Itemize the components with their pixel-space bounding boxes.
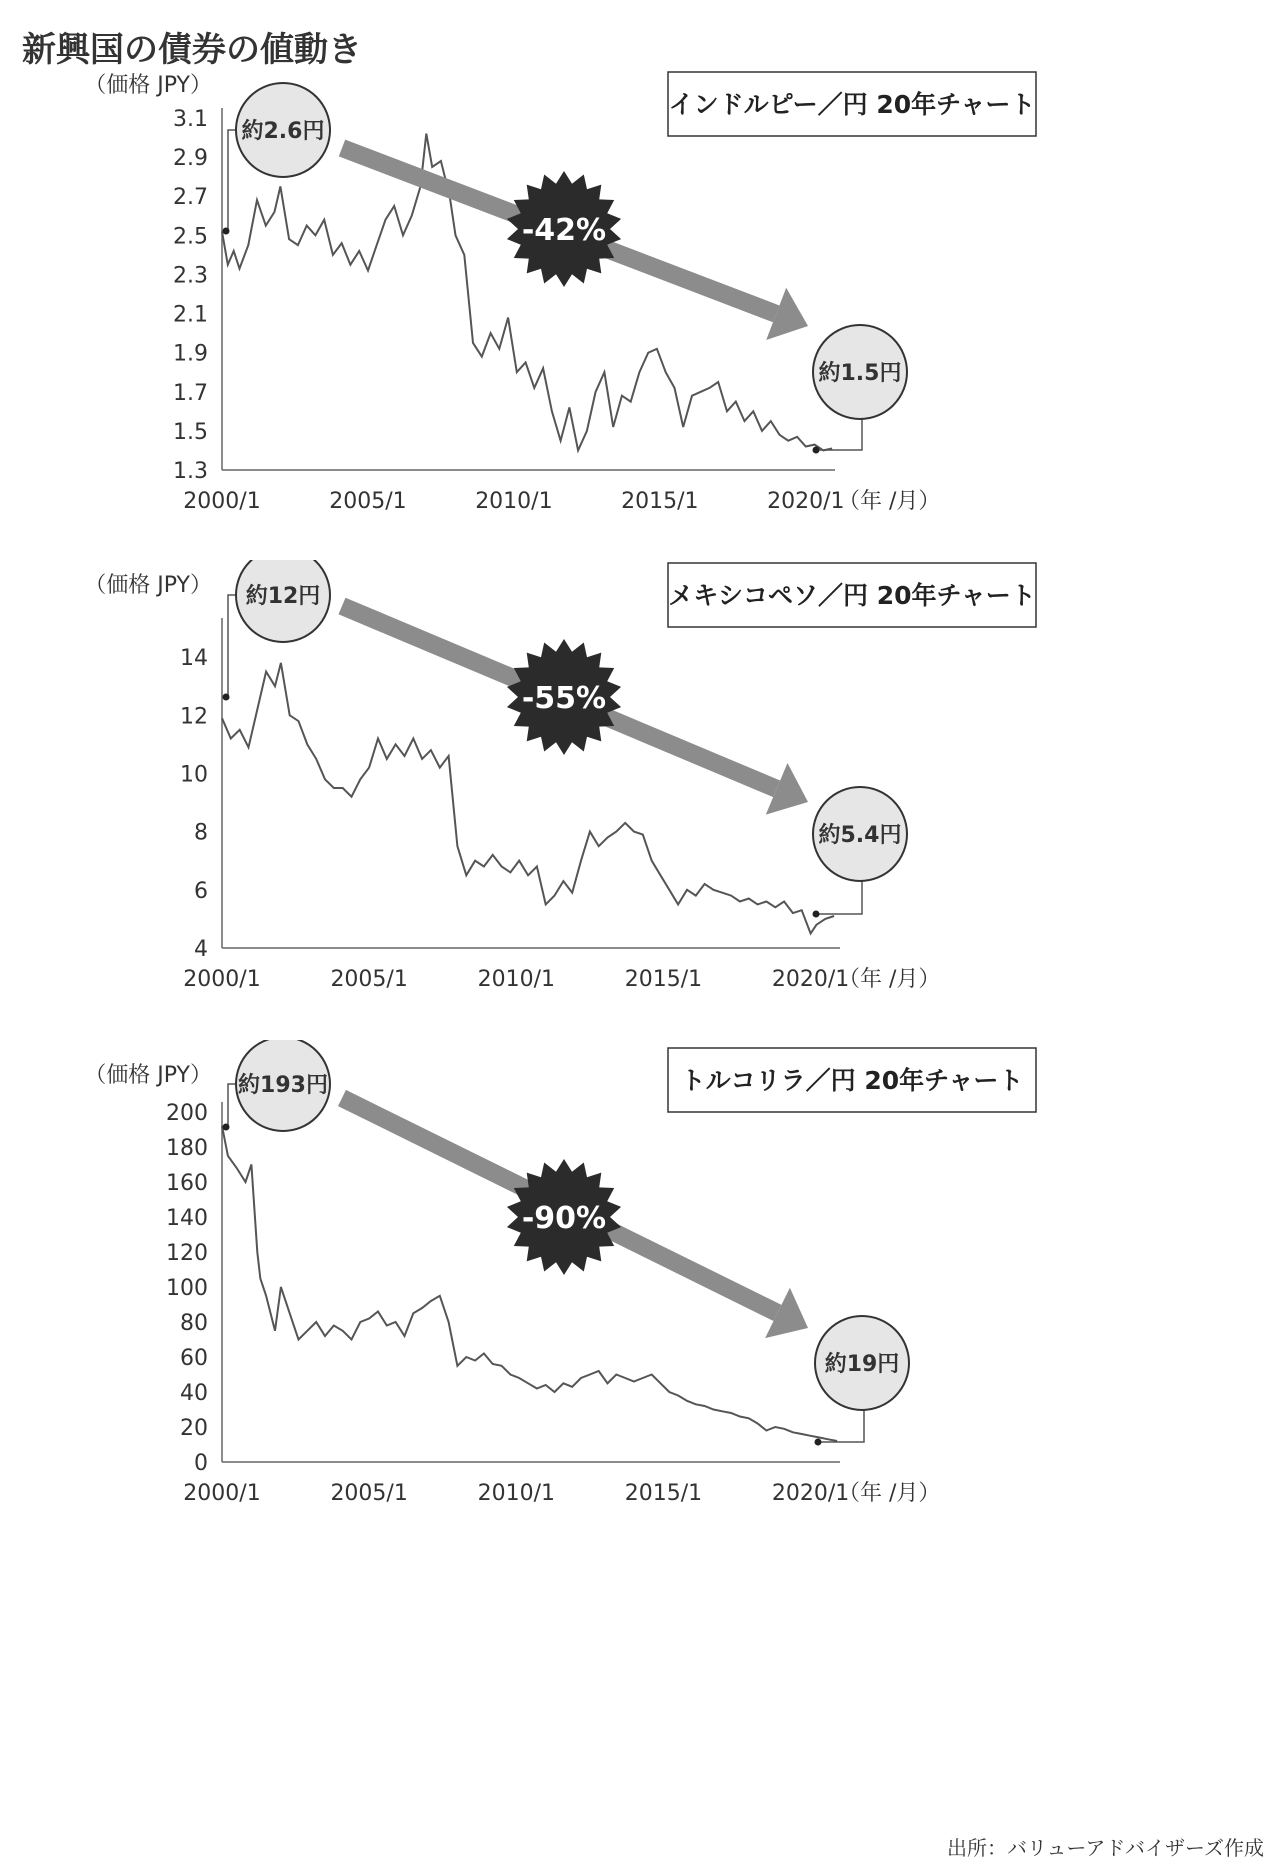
start-leader-line xyxy=(228,595,235,697)
end-point-dot xyxy=(815,1439,822,1446)
chart-mxn xyxy=(0,560,1280,1080)
y-tick-label: 0 xyxy=(194,1451,208,1476)
start-label: 約12円 xyxy=(245,584,321,609)
end-label: 約19円 xyxy=(824,1352,900,1377)
change-label: -55% xyxy=(521,681,607,716)
chart-inr xyxy=(0,60,1280,580)
start-label: 約2.6円 xyxy=(241,119,325,144)
start-leader-line xyxy=(228,130,235,231)
start-leader-line xyxy=(228,1084,235,1127)
y-tick-label: 2.7 xyxy=(173,185,208,211)
y-tick-label: 1.3 xyxy=(173,459,208,484)
x-tick-label: 2000/1 xyxy=(183,967,261,992)
end-label: 約5.4円 xyxy=(818,823,902,848)
y-tick-label: 8 xyxy=(194,820,208,846)
y-tick-label: 20 xyxy=(180,1416,208,1441)
x-tick-label: 2020/1 xyxy=(771,967,850,992)
start-point-dot xyxy=(223,694,230,701)
x-tick-label: 2010/1 xyxy=(477,967,555,992)
series-line xyxy=(222,1126,837,1441)
x-tick-label: 2005/1 xyxy=(329,489,407,514)
x-tick-label: 2015/1 xyxy=(624,1481,703,1506)
y-tick-label: 2.9 xyxy=(173,146,208,172)
chart-try xyxy=(0,1040,1280,1600)
end-leader-line xyxy=(816,419,862,450)
x-axis-label: （年 /月） xyxy=(838,1481,941,1506)
y-tick-label: 140 xyxy=(166,1206,208,1231)
y-tick-label: 160 xyxy=(166,1171,208,1196)
chart-title: インドルピー／円 20年チャート xyxy=(668,90,1036,119)
y-tick-label: 1.5 xyxy=(173,419,208,445)
y-tick-label: 120 xyxy=(166,1241,208,1266)
x-tick-label: 2020/1 xyxy=(767,489,845,514)
y-tick-label: 1.7 xyxy=(173,380,208,406)
x-tick-label: 2005/1 xyxy=(330,967,408,992)
x-axis-label: （年 /月） xyxy=(838,967,941,992)
y-tick-label: 12 xyxy=(180,704,208,730)
y-tick-label: 180 xyxy=(166,1136,208,1161)
y-tick-label: 40 xyxy=(180,1381,208,1406)
x-tick-label: 2010/1 xyxy=(477,1481,555,1506)
end-point-dot xyxy=(813,447,820,454)
y-tick-label: 4 xyxy=(194,937,208,962)
end-leader-line xyxy=(818,1410,864,1442)
y-tick-label: 1.9 xyxy=(173,341,208,367)
y-tick-label: 2.3 xyxy=(173,263,208,289)
x-tick-label: 2015/1 xyxy=(621,489,699,514)
y-tick-label: 2.5 xyxy=(173,224,208,250)
change-label: -90% xyxy=(521,1201,607,1236)
chart-title: メキシコペソ／円 20年チャート xyxy=(668,581,1036,610)
start-point-dot xyxy=(223,1124,230,1131)
page-title: 新興国の債券の値動き xyxy=(22,30,362,70)
x-tick-label: 2020/1 xyxy=(771,1481,850,1506)
end-leader-line xyxy=(816,881,862,914)
source-note: 出所：バリューアドバイザーズ作成 xyxy=(947,1836,1264,1860)
y-tick-label: 200 xyxy=(166,1101,208,1126)
x-tick-label: 2005/1 xyxy=(330,1481,408,1506)
y-tick-label: 10 xyxy=(180,762,208,788)
y-tick-label: 60 xyxy=(180,1346,208,1371)
y-axis-label: （価格 JPY） xyxy=(84,1063,212,1088)
end-point-dot xyxy=(813,911,820,918)
y-axis-label: （価格 JPY） xyxy=(84,573,212,598)
end-label: 約1.5円 xyxy=(818,361,902,386)
y-tick-label: 2.1 xyxy=(173,302,208,328)
y-tick-label: 100 xyxy=(166,1276,208,1301)
y-tick-label: 3.1 xyxy=(173,107,208,132)
start-point-dot xyxy=(223,228,230,235)
change-label: -42% xyxy=(521,213,607,248)
x-tick-label: 2010/1 xyxy=(475,489,553,514)
y-tick-label: 14 xyxy=(180,646,208,672)
y-axis-label: （価格 JPY） xyxy=(84,73,212,98)
x-axis-label: （年 /月） xyxy=(838,489,941,514)
y-tick-label: 6 xyxy=(194,878,208,904)
chart-title: トルコリラ／円 20年チャート xyxy=(680,1066,1024,1095)
y-tick-label: 80 xyxy=(180,1311,208,1336)
x-tick-label: 2000/1 xyxy=(183,489,261,514)
start-label: 約193円 xyxy=(238,1073,328,1098)
x-tick-label: 2015/1 xyxy=(624,967,703,992)
x-tick-label: 2000/1 xyxy=(183,1481,261,1506)
